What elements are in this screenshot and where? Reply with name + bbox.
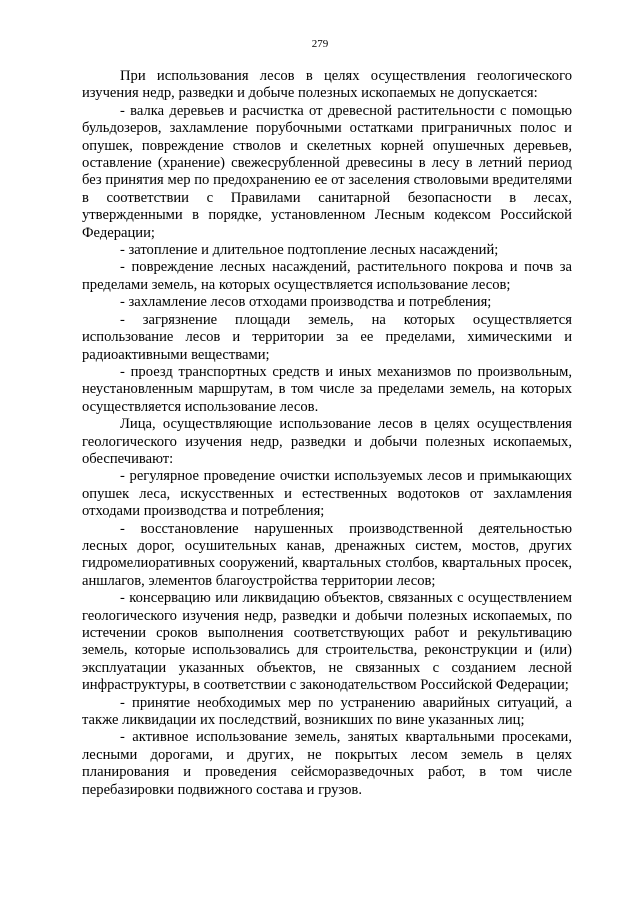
paragraph-list-item: - восстановление нарушенных производственной деятельностью лесных дорог, осушительных канав, дренажных систем, мостов, других гидромелиоративных сооружений, квартальных столбов, квартальных просек, аншлагов, элементов благоустройства территории лесов; <box>82 520 572 589</box>
paragraph-list-item: - принятие необходимых мер по устранению аварийных ситуаций, а также ликвидации их последствий, возникших по вине указанных лиц; <box>82 694 572 729</box>
page-number: 279 <box>311 38 329 50</box>
paragraph-list-item: - захламление лесов отходами производства и потребления; <box>120 294 492 311</box>
paragraph-intro-obligations: Лица, осуществляющие использование лесов в целях осуществления геологического изучения недр, разведки и добычи полезных ископаемых, обеспечивают: <box>82 416 572 467</box>
paragraph-list-item: - валка деревьев и расчистка от древесной растительности с помощью бульдозеров, захламление порубочными остатками приграничных полос и опушек, повреждение стволов и скелетных корней опушечных деревьев, оставление (хранение) свежесрубленной древесины в лесу в летний период без принятия мер по предохранению ее от заселения стволовыми вредителями в соответствии с Правилами санитарной безопасности в лесах, утвержденными в порядке, установленном Лесным кодексом Российской Федерации; <box>82 102 572 241</box>
paragraph-list-item: - консервацию или ликвидацию объектов, связанных с осуществлением геологического изучения недр, разведки и добычи полезных ископаемых, по истечении сроков выполнения соответствующих работ и рекультивацию земель, которые использовались для строительства, реконструкции и (или) эксплуатации указанных объектов, не связанных с созданием лесной инфраструктуры, в соответствии с законодательством Российской Федерации; <box>82 590 572 694</box>
paragraph-list-item: - проезд транспортных средств и иных механизмов по произвольным, неустановленным маршрутам, в том числе за пределами земель, на которых осуществляется использование лесов. <box>82 363 572 415</box>
paragraph-list-item: - затопление и длительное подтопление лесных насаждений; <box>120 242 499 259</box>
paragraph-list-item: - активное использование земель, занятых квартальными просеками, лесными дорогами, и других, не покрытых лесом земель в целях планирования и проведения сейсморазведочных работ, в том числе перебазировки подвижного состава и грузов. <box>82 729 572 798</box>
paragraph-intro-restrictions: При использования лесов в целях осуществления геологического изучения недр, разведки и добыче полезных ископаемых не допускается: <box>82 68 572 102</box>
paragraph-list-item: - повреждение лесных насаждений, растительного покрова и почв за пределами земель, на которых осуществляется использование лесов; <box>82 259 572 293</box>
paragraph-list-item: - регулярное проведение очистки используемых лесов и примыкающих опушек леса, искусственных и естественных водотоков от захламления отходами производства и потребления; <box>82 468 572 520</box>
paragraph-list-item: - загрязнение площади земель, на которых осуществляется использование лесов и территории за ее пределами, химическими и радиоактивными веществами; <box>82 311 572 363</box>
document-body <box>82 68 572 799</box>
